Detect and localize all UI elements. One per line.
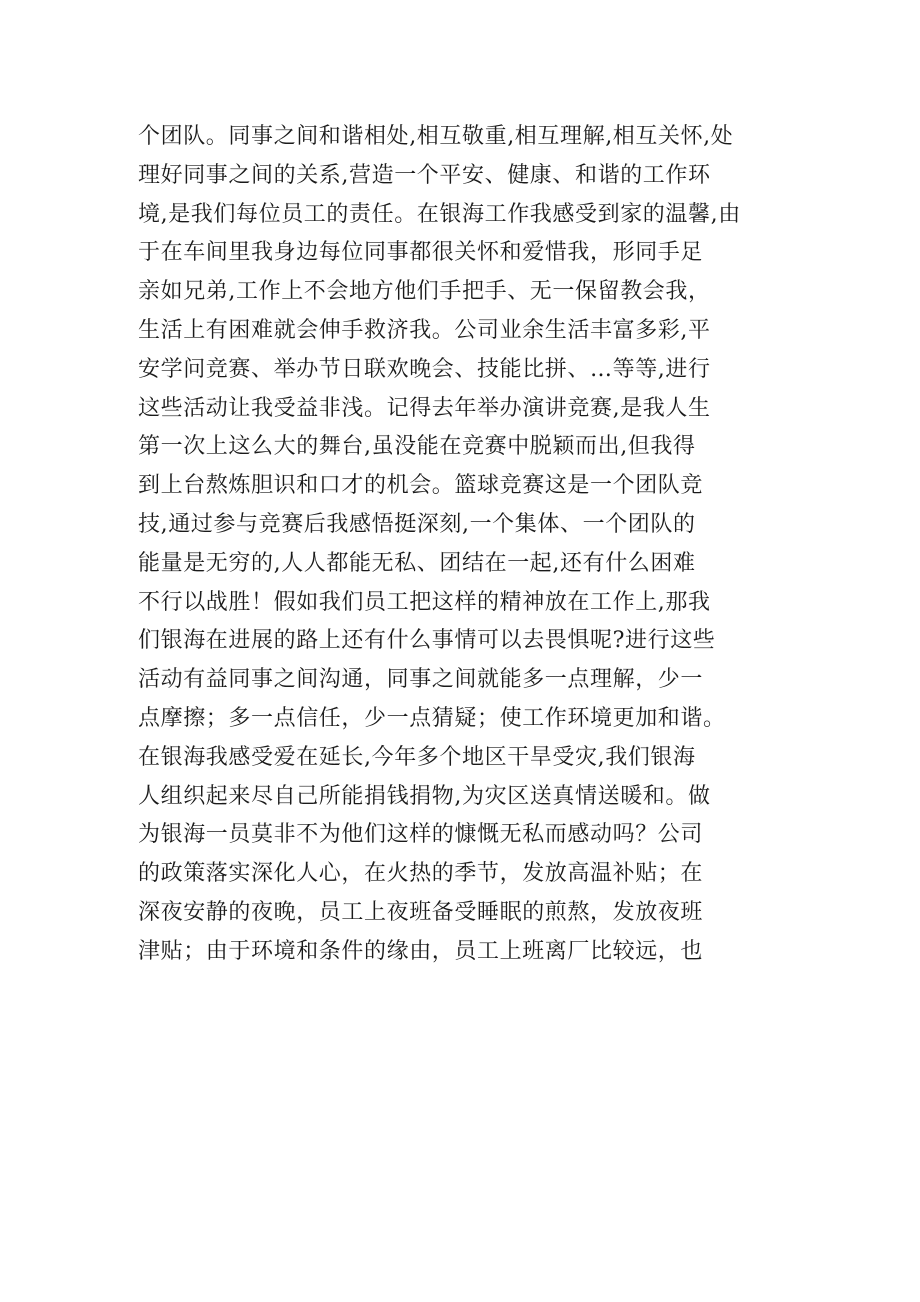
text-line: 到上台熬炼胆识和口才的机会。篮球竞赛这是一个团队竞 — [138, 473, 704, 499]
text-line: 点摩擦；多一点信任，少一点猜疑；使工作环境更加和谐。 — [138, 705, 726, 731]
text-line: 安学问竞赛、举办节日联欢晚会、技能比拼、…等等,进行 — [138, 356, 711, 382]
text-line: 为银海一员莫非不为他们这样的慷慨无私而感动吗？公司 — [138, 822, 704, 848]
text-line: 不行以战胜！假如我们员工把这样的精神放在工作上,那我 — [138, 589, 711, 615]
text-line: 们银海在进展的路上还有什么事情可以去畏惧呢?进行这些 — [138, 628, 716, 654]
text-line: 理好同事之间的关系,营造一个平安、健康、和谐的工作环 — [138, 162, 711, 188]
text-line: 津贴；由于环境和条件的缘由，员工上班离厂比较远，也 — [138, 938, 704, 964]
text-line: 亲如兄弟,工作上不会地方他们手把手、无一保留教会我， — [138, 279, 711, 305]
text-line: 这些活动让我受益非浅。记得去年举办演讲竞赛,是我人生 — [138, 395, 711, 421]
text-line: 在银海我感受爱在延长,今年多个地区干旱受灾,我们银海 — [138, 744, 696, 770]
text-line: 个团队。同事之间和谐相处,相互敬重,相互理解,相互关怀,处 — [138, 124, 734, 149]
text-line: 活动有益同事之间沟通，同事之间就能多一点理解，少一 — [138, 667, 704, 693]
text-line: 境,是我们每位员工的责任。在银海工作我感受到家的温馨,由 — [138, 201, 741, 227]
text-line: 能量是无穷的,人人都能无私、团结在一起,还有什么困难 — [138, 550, 696, 576]
text-line: 的政策落实深化人心，在火热的季节，发放高温补贴；在 — [138, 861, 704, 887]
text-line: 第一次上这么大的舞台,虽没能在竞赛中脱颖而出,但我得 — [138, 434, 696, 460]
body-text — [138, 118, 818, 972]
text-line: 深夜安静的夜晚，员工上夜班备受睡眠的煎熬，发放夜班 — [138, 899, 704, 925]
text-line: 人组织起来尽自己所能捐钱捐物,为灾区送真情送暖和。做 — [138, 783, 711, 809]
text-line: 技,通过参与竞赛后我感悟挺深刻,一个集体、一个团队的 — [138, 511, 696, 537]
text-line: 生活上有困难就会伸手救济我。公司业余生活丰富多彩,平 — [138, 317, 711, 343]
text-line: 于在车间里我身边每位同事都很关怀和爱惜我，形同手足 — [138, 240, 704, 266]
